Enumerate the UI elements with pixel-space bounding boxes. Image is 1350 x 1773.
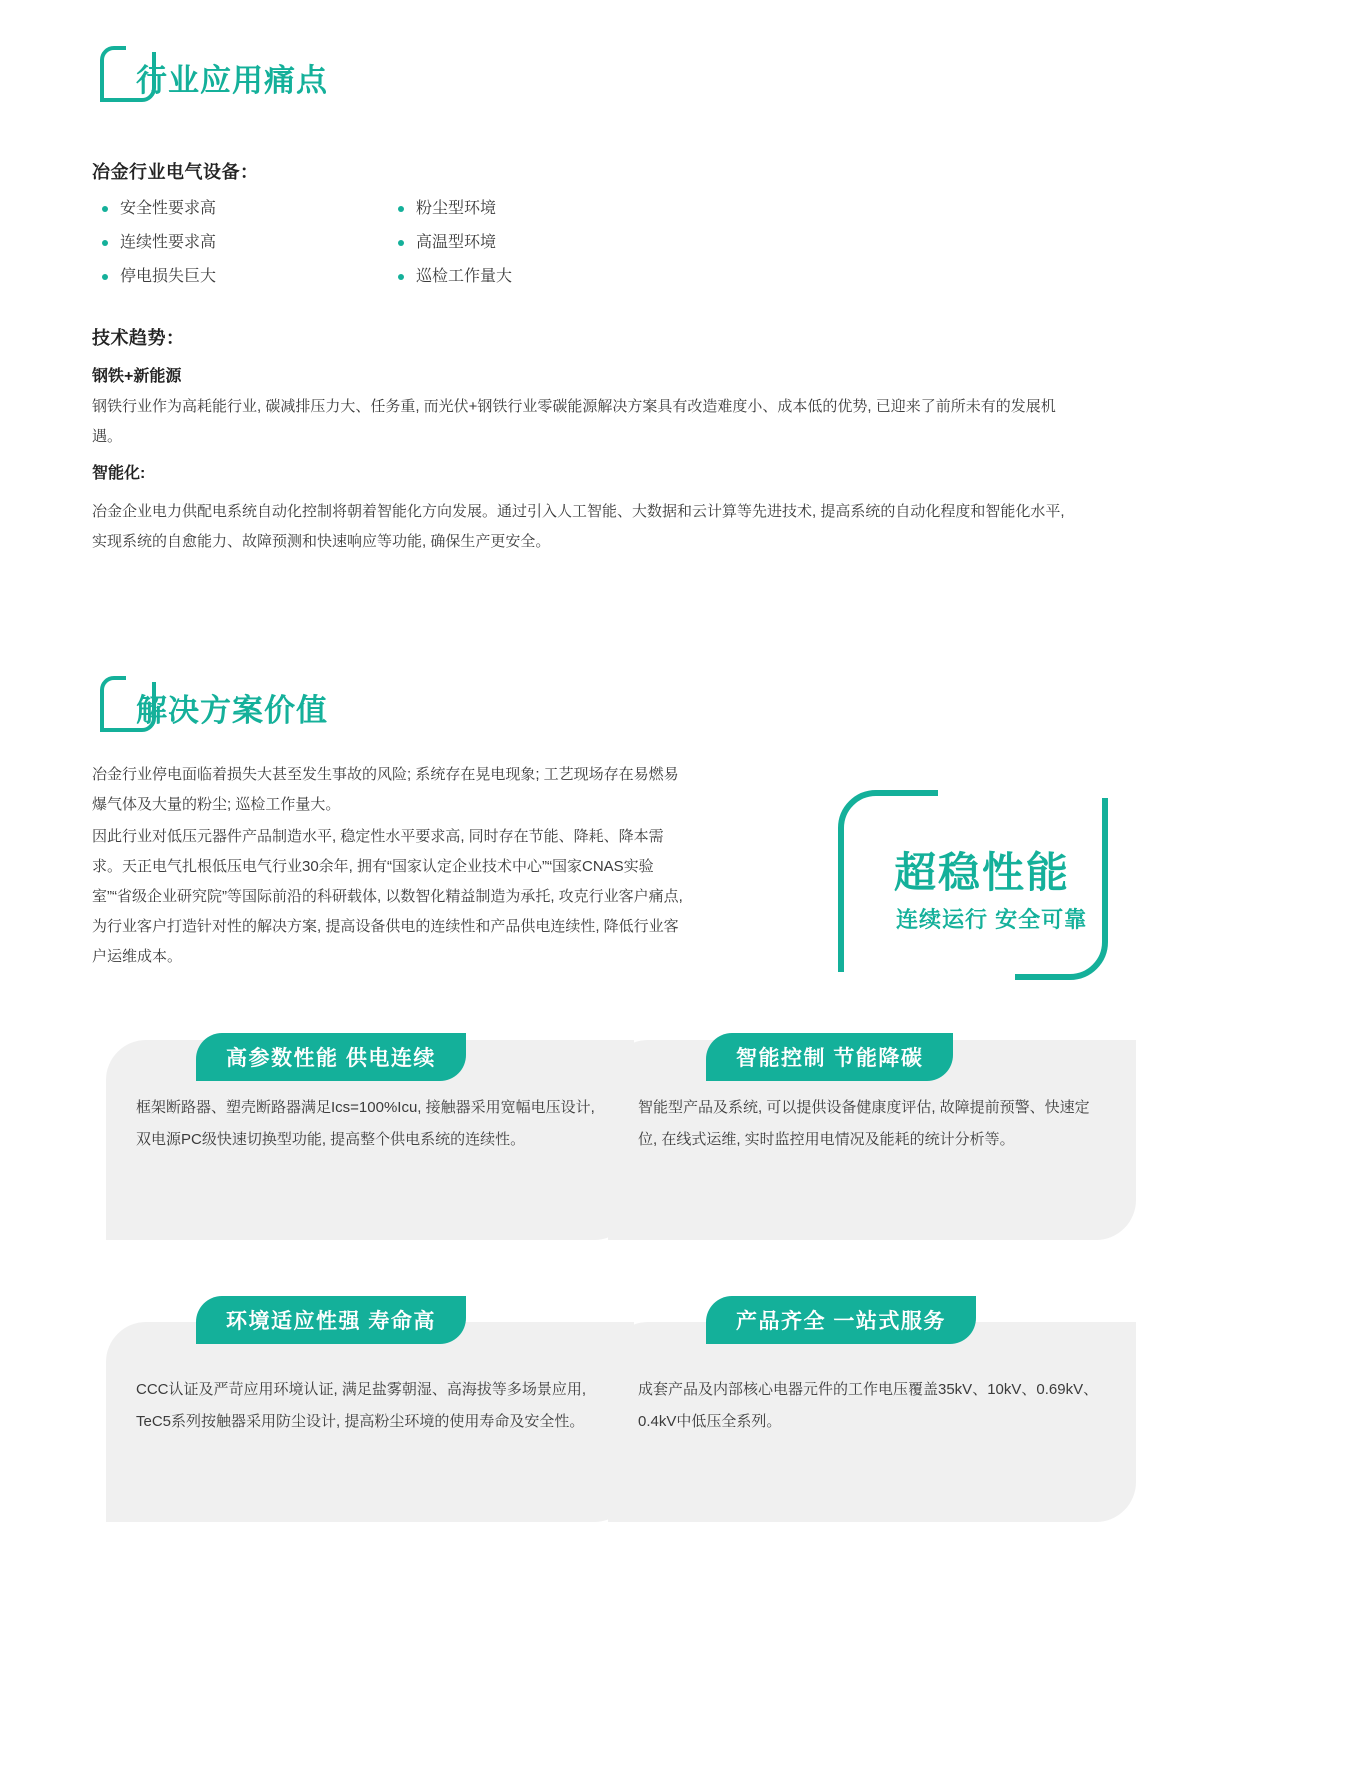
value-card-3	[106, 1322, 634, 1522]
value-card-4-tab	[706, 1296, 976, 1344]
value-card-4	[608, 1322, 1136, 1522]
list-item: 安全性要求高	[100, 192, 380, 226]
list-item: 粉尘型环境	[396, 192, 676, 226]
solution-paragraph-2: 因此行业对低压元器件产品制造水平, 稳定性水平要求高, 同时存在节能、降耗、降本需求。天正电气扎根低压电气行业30余年, 拥有“国家认定企业技术中心”“国家CNAS实验室”“省级企业研究院”等国际前沿的科研载体, 以数智化精益制造为承托, 攻克行业客户痛点, 为行业客户打造针对性的解决方案, 提高设备供电的连续性和产品供电连续性, 降低行业客户运维成本。	[92, 828, 683, 965]
value-card-3-tab-label: 环境适应性强 寿命高	[226, 1310, 436, 1333]
list-item: 连续性要求高	[100, 226, 380, 260]
solution-paragraph-1: 冶金行业停电面临着损失大甚至发生事故的风险; 系统存在晃电现象; 工艺现场存在易燃易爆气体及大量的粉尘; 巡检工作量大。	[92, 766, 679, 813]
value-card-1-tab	[196, 1033, 466, 1081]
pain-point-list-left	[100, 192, 380, 294]
pain-point-list-right	[396, 192, 676, 294]
section-header-solution-value	[100, 676, 328, 738]
value-card-3-body: CCC认证及严苛应用环境认证, 满足盐雾朝湿、高海拔等多场景应用, TeC5系列按触器采用防尘设计, 提高粉尘环境的使用寿命及安全性。	[136, 1381, 587, 1430]
subheading-tech-trend: 技术趋势：	[92, 328, 185, 348]
list-item: 巡检工作量大	[396, 260, 676, 294]
value-card-2-tab-label: 智能控制 节能降碳	[736, 1047, 924, 1070]
value-card-4-tab-label: 产品齐全 一站式服务	[736, 1310, 946, 1333]
page-title-pain-points: 行业应用痛点	[136, 62, 328, 98]
page-title-solution-value: 解决方案价值	[136, 692, 328, 728]
value-card-2-tab	[706, 1033, 953, 1081]
value-card-4-body: 成套产品及内部核心电器元件的工作电压覆盖35kV、10kV、0.69kV、0.4kV中低压全系列。	[638, 1381, 1099, 1430]
badge-main-label: 超稳性能	[894, 849, 1071, 896]
trend-title-intelligence: 智能化:	[92, 465, 146, 482]
badge-super-stable-performance	[838, 790, 1138, 995]
trend-title-steel-newenergy: 钢铁+新能源	[92, 368, 182, 385]
section-header-pain-points	[100, 46, 328, 108]
list-item: 高温型环境	[396, 226, 676, 260]
value-card-2-body: 智能型产品及系统, 可以提供设备健康度评估, 故障提前预警、快速定位, 在线式运维, 实时监控用电情况及能耗的统计分析等。	[638, 1099, 1090, 1148]
badge-sub-label: 连续运行 安全可靠	[896, 907, 1088, 932]
value-card-1-body: 框架断路器、塑壳断路器满足Ics=100%Icu, 接触器采用宽幅电压设计, 双电源PC级快速切换型功能, 提高整个供电系统的连续性。	[136, 1099, 595, 1148]
subheading-metallurgy-equipment: 冶金行业电气设备：	[92, 162, 259, 182]
value-card-3-tab	[196, 1296, 466, 1344]
trend-body-steel-newenergy: 钢铁行业作为高耗能行业, 碳减排压力大、任务重, 而光伏+钢铁行业零碳能源解决方案具有改造难度小、成本低的优势, 已迎来了前所未有的发展机遇。	[92, 398, 1056, 445]
value-card-1-tab-label: 高参数性能 供电连续	[226, 1047, 436, 1070]
trend-body-intelligence: 冶金企业电力供配电系统自动化控制将朝着智能化方向发展。通过引入人工智能、大数据和云计算等先进技术, 提高系统的自动化程度和智能化水平, 实现系统的自愈能力、故障预测和快速响应等功能, 确保生产更安全。	[92, 503, 1065, 550]
list-item: 停电损失巨大	[100, 260, 380, 294]
